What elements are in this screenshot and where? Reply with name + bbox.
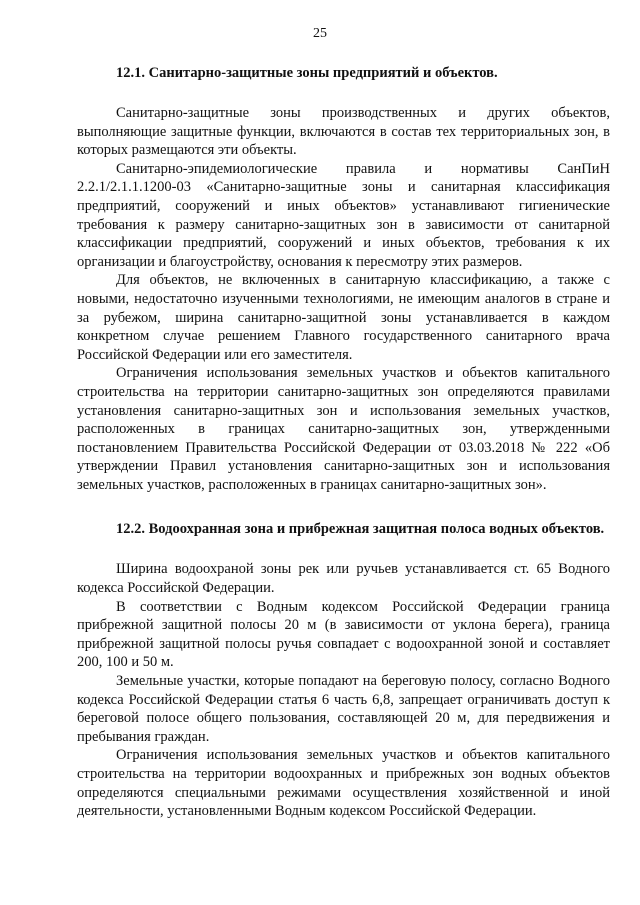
page-number: 25 (313, 26, 327, 41)
section-2-paragraph-3: Земельные участки, которые попадают на береговую полосу, согласно Водного кодекса Российской Федерации статья 6 часть 6,8, запрещает ограничивать доступ к береговой полосе общего пользования, составляющей 20 м, для передвижения и пребывания граждан. (77, 673, 610, 745)
section-2-paragraph-4: Ограничения использования земельных участков и объектов капитального строительства на территории водоохранных и прибрежных зон водных объектов определяются специальными режимами осуществления хозяйственной и иной деятельности, установленными Водным кодексом Российской Федерации. (77, 747, 610, 820)
section-1-paragraph-1: Санитарно-защитные зоны производственных и других объектов, выполняющие защитные функции, включаются в состав тех территориальных зон, в которых размещаются эти объекты. (77, 105, 610, 159)
section-1-paragraph-2: Санитарно-эпидемиологические правила и нормативы СанПиН 2.2.1/2.1.1.1200-03 «Санитарно-защитные зоны и санитарная классификация предприятий, сооружений и иных объектов» устанавливают гигиенические требования к размеру санитарно-защитных зон в зависимости от санитарной классификации предприятий, сооружений и иных объектов, требования к их организации и благоустройству, основания к пересмотру этих размеров. (77, 160, 610, 270)
section-1-paragraph-3: Для объектов, не включенных в санитарную классификацию, а также с новыми, недостаточно изученными технологиями, не имеющим аналогов в стране и за рубежом, ширина санитарно-защитной зоны устанавливается в каждом конкретном случае решением Главного государственного санитарного врача Российской Федерации или его заместителя. (77, 272, 610, 363)
section-1-paragraph-4: Ограничения использования земельных участков и объектов капитального строительства на территории санитарно-защитных зон определяются правилами установления санитарно-защитных зон и использования земельных участков, расположенных в границах санитарно-защитных зон, утвержденными постановлением Правительства Российской Федерации от 03.03.2018 № 222 «Об утверждении Правил установления санитарно-защитных зон и использования земельных участков, расположенных в границах санитарно-защитных зон». (77, 365, 610, 493)
section-2-heading: 12.2. Водоохранная зона и прибрежная защитная полоса водных объектов. (116, 521, 605, 538)
section-1-heading: 12.1. Санитарно-защитные зоны предприятий и объектов. (116, 65, 498, 81)
document-body (77, 64, 610, 821)
section-2-paragraph-2: В соответствии с Водным кодексом Российской Федерации граница прибрежной защитной полосы 20 м (в зависимости от уклона берега), граница прибрежной защитной полосы ручья совпадает с водоохранной зоной и составляет 200, 100 и 50 м. (77, 598, 610, 671)
section-2-paragraph-1: Ширина водоохраной зоны рек или ручьев устанавливается ст. 65 Водного кодекса Российской Федерации. (77, 561, 610, 597)
